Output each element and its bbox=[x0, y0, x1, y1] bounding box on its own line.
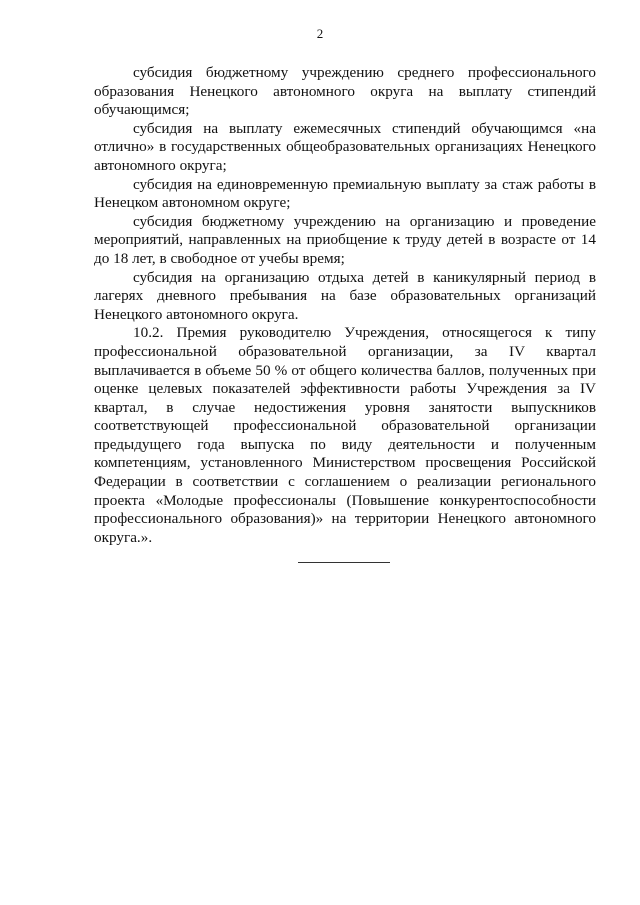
paragraph-subsidy-summer-camps: субсидия на организацию отдыха детей в каникулярный период в лагерях дневного пребывания на базе образовательных организаций Ненецкого автономного округа. bbox=[94, 268, 596, 323]
end-separator-line bbox=[298, 562, 390, 563]
paragraph-subsidy-youth-labor: субсидия бюджетному учреждению на организацию и проведение мероприятий, направленных на приобщение к труду детей в возрасте от 14 до 18 лет, в свободное от учебы время; bbox=[94, 212, 596, 267]
document-body bbox=[94, 64, 596, 547]
paragraph-subsidy-seniority-bonus: субсидия на единовременную премиальную выплату за стаж работы в Ненецком автономном округе; bbox=[94, 175, 596, 212]
paragraph-clause-10-2: 10.2. Премия руководителю Учреждения, относящегося к типу профессиональной образовательной организации, за IV квартал выплачивается в объеме 50 % от общего количества баллов, полученных при оценке целевых показателей эффективности работы Учреждения за IV квартал, в случае недостижения уровня занятости выпускников соответствующей профессиональной образовательной организации предыдущего года выпуска по виду деятельности и полученным компетенциям, установленного Министерством просвещения Российской Федерации в соответствии с соглашением о реализации регионального проекта «Молодые профессионалы (Повышение конкурентоспособности профессионального образования)» на территории Ненецкого автономного округа.». bbox=[94, 324, 596, 546]
paragraph-subsidy-excellent-students: субсидия на выплату ежемесячных стипендий обучающимся «на отлично» в государственных общеобразовательных организациях Ненецкого автономного округа; bbox=[94, 119, 596, 174]
paragraph-subsidy-stipends: субсидия бюджетному учреждению среднего профессионального образования Ненецкого автономного округа на выплату стипендий обучающимся; bbox=[94, 64, 596, 119]
page-number: 2 bbox=[316, 26, 324, 41]
